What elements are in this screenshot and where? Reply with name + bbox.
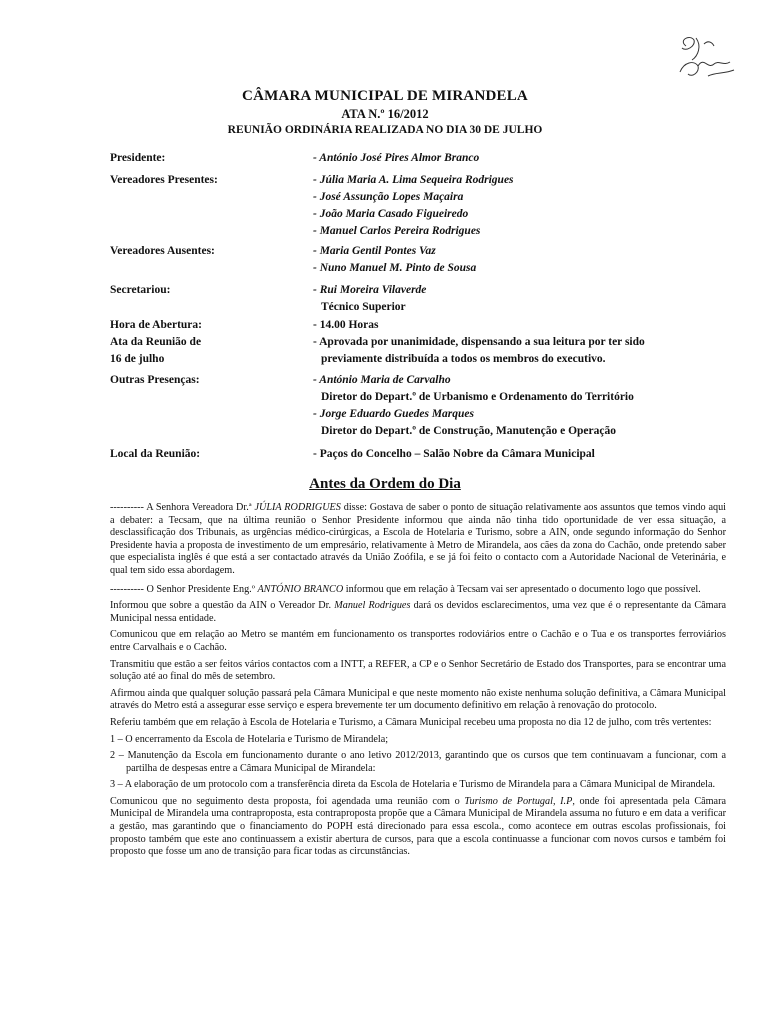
outra-presenca-name: - Jorge Eduardo Guedes Marques	[313, 408, 475, 420]
list-item: 3 – A elaboração de um protocolo com a transferência direta da Escola de Hotelaria e Turismo de Mirandela para a Câmara Municipal de Mirandela.	[110, 779, 716, 791]
vereador-presente: - José Assunção Lopes Maçaira	[313, 191, 464, 203]
paragraph: Referiu também que em relação à Escola de Hotelaria e Turismo, a Câmara Municipal recebeu uma proposta no dia 12 de julho, com três vertentes:	[110, 716, 712, 728]
section-title: Antes da Ordem do Dia	[309, 476, 461, 492]
ata-reuniao-line: previamente distribuída a todos os membros do executivo.	[321, 353, 606, 365]
vereador-presente: - Manuel Carlos Pereira Rodrigues	[313, 225, 481, 237]
paragraph-text: Informou que sobre a questão da AIN o Vereador Dr.	[110, 600, 335, 612]
handwritten-signature	[668, 26, 748, 90]
vereador-ausente: - Maria Gentil Pontes Vaz	[313, 245, 436, 257]
paragraph: Afirmou ainda que qualquer solução passará pela Câmara Municipal e que neste momento não existe nenhuma solução definitiva, a Câmara Municipal através do Metro está a assegurar esse serviço e espera brevemente ter um documento definitivo em relação à renovação do protocolo.	[110, 687, 726, 712]
list-item: 1 – O encerramento da Escola de Hotelaria e Turismo de Mirandela;	[110, 733, 389, 745]
vereadores-ausentes-label: Vereadores Ausentes:	[110, 245, 215, 257]
vereadores-presentes-list	[313, 172, 514, 240]
entity-name: Turismo de Portugal, I.P	[464, 795, 573, 807]
outra-presenca-name: - António Maria de Carvalho	[313, 374, 451, 386]
secretariou-name: - Rui Moreira Vilaverde	[313, 284, 427, 296]
vereador-ausente: - Nuno Manuel M. Pinto de Sousa	[313, 262, 477, 274]
person-name: Manuel Rodrigues	[334, 600, 411, 612]
ata-reuniao-label-line: 16 de julho	[110, 353, 165, 365]
paragraph-text: disse: Gostava de saber o ponto de situação relativamente aos assuntos que temos vindo aqui a debater: a Tecsam, que na última reunião o Senhor Presidente informou que ainda não tinha tido oportunidade de ver essa situação, a desclassificação dos Tribunais, as urgências médico-cirúrgicas, a Escola de Hotelaria e Turismo, sobre a AIN, onde segundo informação do Senhor Presidente havia a proposta de investimento de um empresário, relativamente à Metro de Mirandela, aos cães da zona do Cachão, onde pretendo saber que especialista inglês é que está a ser contactado através da União Zoófila, e se já foi feito o contacto com a Autoridade Nacional de Veterinária, e qual tem sido essa abordagem.	[110, 502, 726, 576]
paragraph	[110, 600, 726, 625]
speaker-name: JÚLIA RODRIGUES	[254, 502, 341, 513]
paragraph	[110, 502, 726, 578]
minutes-body	[110, 502, 726, 863]
paragraph-text: dará os devidos esclarecimentos, uma vez que é o representante da Câmara Municipal nessa entidade.	[110, 600, 727, 624]
paragraph-text: ---------- O Senhor Presidente Eng.º	[110, 583, 258, 595]
paragraph	[110, 796, 726, 859]
paragraph: Comunicou que em relação ao Metro se mantém em funcionamento os transportes rodoviários entre o Cachão e o Tua e os transportes ferroviários entre Carvalhais e o Cachão.	[110, 629, 726, 653]
secretariou-label: Secretariou:	[110, 284, 171, 296]
document-header	[0, 86, 770, 138]
presidente-value: - António José Pires Almor Branco	[313, 152, 480, 164]
local-reuniao-label: Local da Reunião:	[110, 448, 201, 460]
ata-reuniao-value	[313, 334, 645, 368]
paragraph-text: ---------- A Senhora Vereadora Dr.ª	[110, 502, 255, 513]
vereadores-presentes-label: Vereadores Presentes:	[110, 174, 218, 186]
outra-presenca-role: Diretor do Depart.º de Construção, Manutenção e Operação	[321, 425, 616, 437]
vereador-presente: - Júlia Maria A. Lima Sequeira Rodrigues	[313, 174, 514, 186]
ata-number: ATA N.º 16/2012	[341, 107, 429, 121]
secretariou-value	[313, 282, 426, 316]
outras-presencas-list	[313, 372, 634, 440]
presidente-label: Presidente:	[110, 152, 166, 164]
paragraph-text: , onde foi apresentada pela Câmara Municipal de Mirandela uma contraproposta, esta contraproposta propõe que a Câmara Municipal de Mirandela assuma no futuro e em data a verificar a gestão, mas garantindo que o financiamento do POPH está direcionado para essa escola., como acontece em outras escolas profissionais, foi proposto também que este ano continuassem a existir abertura de cursos, para que a escola continuasse a funcionar com novos cursos e também foi proposto que fosse um ano de transição para ficar todas as circunstâncias.	[110, 795, 726, 858]
paragraph	[110, 584, 726, 597]
ata-reuniao-line: - Aprovada por unanimidade, dispensando a sua leitura por ter sido	[313, 336, 645, 348]
ata-reuniao-label-line: Ata da Reunião de	[110, 336, 202, 348]
paragraph-text: Comunicou que no seguimento desta proposta, foi agendada uma reunião com o	[110, 795, 465, 807]
vereadores-ausentes-list	[313, 243, 476, 277]
secretariou-role: Técnico Superior	[321, 301, 406, 313]
local-reuniao-value: - Paços do Concelho – Salão Nobre da Câmara Municipal	[313, 448, 595, 460]
outras-presencas-label: Outras Presenças:	[110, 374, 200, 386]
hora-abertura-label: Hora de Abertura:	[110, 319, 202, 331]
list-item: 2 – Manutenção da Escola em funcionamento durante o ano letivo 2012/2013, garantindo que os cursos que tem continuavam a funcionar, com a partilha de despesas entre a Câmara Municipal de Mirandela:	[110, 750, 726, 774]
document-subtitle: REUNIÃO ORDINÁRIA REALIZADA NO DIA 30 DE JULHO	[227, 124, 543, 136]
speaker-name: ANTÓNIO BRANCO	[257, 583, 344, 595]
ata-reuniao-label	[110, 334, 201, 368]
hora-abertura-value: - 14.00 Horas	[313, 319, 379, 331]
document-title: CÂMARA MUNICIPAL DE MIRANDELA	[242, 88, 528, 104]
vereador-presente: - João Maria Casado Figueiredo	[313, 208, 469, 220]
paragraph-text: informou que em relação à Tecsam vai ser apresentado o documento logo que possível.	[343, 583, 701, 595]
outra-presenca-role: Diretor do Depart.º de Urbanismo e Ordenamento do Território	[321, 391, 634, 403]
paragraph: Transmitiu que estão a ser feitos vários contactos com a INTT, a REFER, a CP e o Senhor Secretário de Estado dos Transportes, para se encontrar uma solução até ao final do mês de setembro.	[110, 658, 726, 683]
